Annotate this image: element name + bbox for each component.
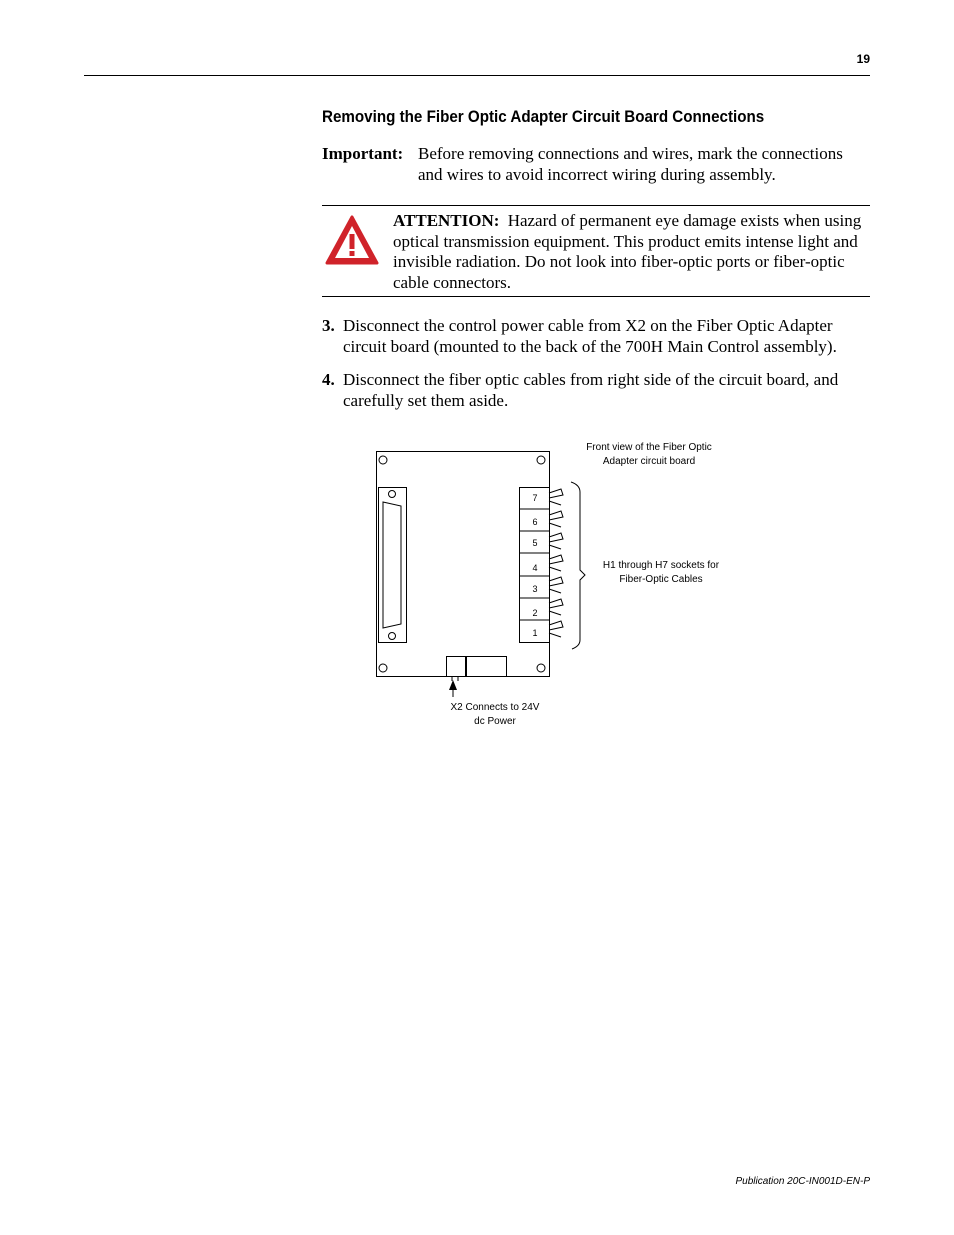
attention-label: ATTENTION:: [393, 211, 500, 230]
x2-connector: [447, 657, 507, 682]
fiber-clip-5: [549, 533, 563, 549]
socket-number-5: 5: [532, 538, 538, 548]
mounting-hole: [537, 664, 545, 672]
socket-number-7: 7: [532, 493, 538, 503]
attention-rule-top: [322, 205, 870, 206]
socket-number-6: 6: [532, 517, 538, 527]
header-rule: [84, 75, 870, 76]
sockets-label-line1: H1 through H7 sockets for: [602, 560, 720, 571]
fiber-clip-1: [549, 621, 563, 637]
fiber-clip-6: [549, 511, 563, 527]
mounting-hole: [379, 456, 387, 464]
socket-number-4: 4: [532, 563, 538, 573]
attention-text: Hazard of permanent eye damage exists when using optical transmission equipment. This product emits intense light and invisible radiation. Do not look into fiber-optic ports or fiber-optic cable connectors.: [393, 211, 862, 292]
page-number: 19: [856, 52, 870, 66]
socket-number-2: 2: [532, 608, 538, 618]
mounting-hole: [537, 456, 545, 464]
mounting-hole: [379, 664, 387, 672]
step-3-text: Disconnect the control power cable from X2 on the Fiber Optic Adapter circuit board (mounted to the back of the 700H Main Control assembly).: [343, 316, 837, 356]
board-caption-line1: Front view of the Fiber Optic: [586, 442, 712, 453]
warning-triangle-icon: [324, 214, 380, 266]
section-heading: Removing the Fiber Optic Adapter Circuit Board Connections: [322, 108, 765, 126]
socket-number-3: 3: [532, 584, 538, 594]
board-caption-line2: Adapter circuit board: [602, 456, 696, 467]
fiber-clip-4: [549, 555, 563, 571]
attention-message: [393, 211, 867, 293]
x2-arrow: [449, 680, 457, 697]
publication-footer: Publication 20C-IN001D-EN-P: [735, 1176, 870, 1187]
important-text: Before removing connections and wires, mark the connections and wires to avoid incorrect wiring during assembly.: [418, 144, 843, 184]
x2-label-line1: X2 Connects to 24V: [450, 702, 540, 713]
socket-number-1: 1: [532, 628, 538, 638]
fiber-clip-3: [549, 577, 563, 593]
circuit-board-diagram: [360, 432, 760, 742]
fiber-clip-7: [549, 489, 563, 505]
sockets-brace: [571, 482, 585, 649]
step-4-number: 4.: [322, 370, 335, 389]
step-3-number: 3.: [322, 316, 335, 335]
attention-rule-bottom: [322, 296, 870, 297]
fiber-clip-2: [549, 599, 563, 615]
x2-label-line2: dc Power: [474, 716, 516, 727]
sockets-label-line2: Fiber-Optic Cables: [619, 574, 703, 585]
step-4-text: Disconnect the fiber optic cables from right side of the circuit board, and carefully set them aside.: [343, 370, 839, 410]
important-label: Important:: [322, 144, 404, 163]
d-sub-connector: [379, 488, 407, 643]
